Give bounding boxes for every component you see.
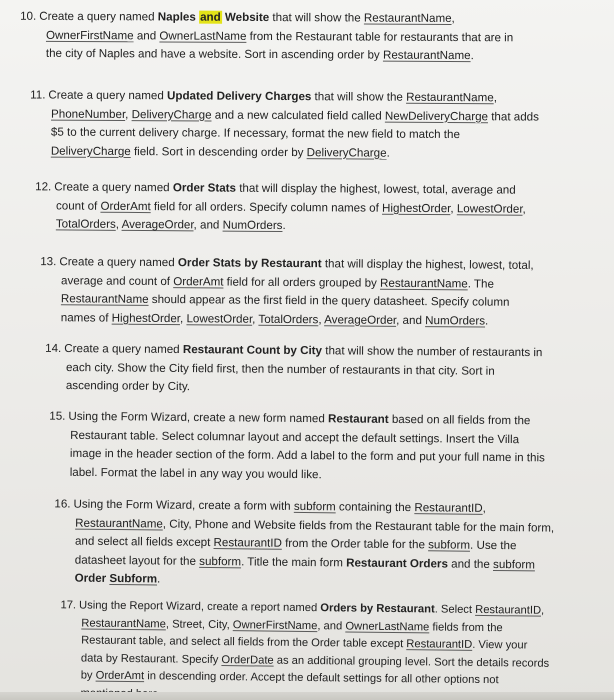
q15-text: label. Format the label in any way you would like.	[69, 465, 322, 481]
q13-text: field for all orders grouped by	[223, 275, 381, 290]
q11-field: DeliveryCharge	[131, 107, 212, 122]
q11-number: 11.	[30, 88, 46, 102]
q13-text: .	[485, 314, 489, 328]
q16-text: Using the Form Wizard, create a form with	[73, 497, 294, 513]
q13-field: HighestOrder	[111, 311, 181, 325]
q17-text: data by Restaurant. Specify	[80, 651, 222, 666]
q11-text: that will show the	[311, 90, 407, 104]
q11-field: PhoneNumber	[51, 107, 126, 121]
page-bottom-edge	[0, 692, 614, 700]
q16-subform-name: Subform	[109, 571, 158, 586]
q13-text: that will display the highest, lowest, total,	[321, 257, 534, 272]
q17-report-name: Orders by Restaurant	[320, 602, 435, 616]
q13-field: OrderAmt	[173, 274, 224, 289]
q17-field: OwnerLastName	[345, 619, 430, 633]
q17-text: . Select	[434, 603, 476, 616]
q16-term: subform	[293, 499, 336, 514]
q13-field: AverageOrder	[324, 312, 397, 327]
q16-field: RestaurantName	[75, 516, 163, 531]
q11-text: Create a query named	[48, 88, 168, 103]
q11-query-name: Updated Delivery Charges	[166, 89, 312, 104]
q16-term: subform	[199, 554, 242, 568]
q10-text: and	[133, 28, 160, 42]
q11-field: RestaurantName	[406, 90, 494, 105]
q15-text: based on all fields from the	[388, 412, 531, 428]
q15-number: 15.	[49, 409, 66, 423]
q10-text: Create a query named	[39, 9, 158, 24]
q13-text: Create a query named	[59, 255, 178, 270]
q17-field: OwnerFirstName	[232, 618, 318, 632]
q12-field: OrderAmt	[100, 199, 151, 213]
q17-text: in descending order. Accept the default settings for all other options not	[144, 670, 499, 687]
q11-text: and a new calculated field called	[211, 108, 385, 123]
q15-text: image in the header section of the form. Add a label to the form and put your full name in this	[69, 446, 545, 465]
q11-text: ,	[125, 107, 132, 121]
q13-field: NumOrders	[425, 313, 486, 328]
q16-text: . Title the main form	[241, 554, 347, 569]
q13-text: ,	[179, 311, 187, 325]
q10-field: OwnerLastName	[159, 28, 247, 43]
q12-field: TotalOrders	[55, 217, 116, 231]
q12-field: NumOrders	[222, 218, 283, 233]
q16-text: ,	[482, 501, 487, 515]
q15-text: Using the Form Wizard, create a new form named	[68, 409, 329, 426]
q13-query-name: Order Stats by Restaurant	[177, 256, 322, 271]
q17-text: Using the Report Wizard, create a report named	[79, 599, 321, 615]
q16-term: subform	[428, 538, 471, 552]
q11-field: DeliveryCharge	[50, 144, 131, 158]
q10-field: OwnerFirstName	[45, 28, 134, 42]
q17-field: RestaurantID	[475, 603, 542, 617]
q16-text: from the Order table for the	[281, 536, 429, 552]
q12-field: HighestOrder	[382, 201, 451, 215]
q16-text: containing the	[335, 500, 415, 515]
q16-field: RestaurantID	[213, 536, 282, 550]
q14-text: each city. Show the City field first, then the number of restaurants in that city. Sort in	[65, 360, 495, 378]
q16-number: 16.	[54, 497, 71, 511]
q15-form-name: Restaurant	[328, 412, 389, 426]
q13-number: 13.	[40, 255, 57, 269]
q11-line-4	[30, 142, 539, 164]
q10-text: the city of Naples and have a website. Sort in ascending order by	[45, 46, 384, 62]
q12-text: Create a query named	[54, 180, 173, 195]
q16-text: , City, Phone and Website fields from the Restaurant table for the main form,	[162, 517, 555, 535]
q12-text: field for all orders. Specify column names of	[150, 199, 383, 215]
q13-field: LowestOrder	[186, 311, 253, 326]
q17-text: fields from the	[429, 620, 503, 634]
q12-number: 12.	[35, 180, 52, 194]
q11-text: that adds	[487, 109, 539, 124]
q12-line-3	[35, 215, 526, 237]
q10-field: RestaurantName	[363, 11, 452, 25]
q13-text: should appear as the first field in the query datasheet. Specify column	[148, 292, 510, 309]
q10-text: that will show the	[269, 11, 364, 25]
q11-line-1	[30, 86, 539, 108]
q12-query-name: Order Stats	[172, 181, 237, 195]
q17-field: RestaurantName	[81, 616, 166, 630]
q12-field: LowestOrder	[456, 201, 523, 216]
q14-query-name: Restaurant Count by City	[182, 343, 323, 358]
q16-form-name: Restaurant Orders	[346, 555, 449, 571]
q12-text: ,	[115, 217, 122, 231]
q16-text: and the	[447, 557, 494, 571]
question-15	[49, 408, 546, 487]
q12-field: AverageOrder	[121, 217, 194, 232]
q10-line-3	[20, 45, 513, 66]
q13-text: , and	[396, 313, 426, 327]
q10-query-name: Naples	[157, 10, 196, 24]
q16-text: .	[157, 572, 161, 586]
q11-field: DeliveryCharge	[306, 145, 387, 160]
q16-field: RestaurantID	[414, 501, 483, 515]
q10-text: ,	[451, 11, 455, 25]
q16-subform-name: Order	[74, 571, 110, 585]
q16-text: datasheet layout for the	[74, 553, 200, 568]
q13-line-4	[40, 309, 534, 331]
q12-text: that will display the highest, lowest, total, average and	[235, 181, 516, 197]
q14-number: 14.	[45, 341, 62, 355]
q12-text: ,	[450, 201, 457, 215]
q12-text: count of	[55, 198, 101, 213]
q17-field: OrderDate	[221, 653, 274, 667]
q13-text: ,	[252, 312, 259, 326]
q17-text: as an additional grouping level. Sort the details records	[273, 654, 550, 670]
q17-text: . View your	[472, 638, 528, 652]
q12-text: .	[282, 219, 286, 233]
q11-line-3	[30, 123, 539, 145]
q13-field: TotalOrders	[258, 312, 319, 326]
q17-text: by	[80, 669, 96, 682]
q14-text: ascending order by City.	[65, 379, 191, 394]
q14-text: that will show the number of restaurants in	[321, 344, 543, 360]
q13-field: RestaurantName	[60, 292, 149, 306]
q10-number: 10.	[20, 9, 37, 23]
q13-field: RestaurantName	[380, 276, 468, 290]
q17-number: 17.	[60, 599, 77, 612]
q16-text: . Use the	[469, 538, 517, 553]
q13-text: average and count of	[61, 273, 174, 288]
q11-text: .	[386, 146, 390, 160]
question-11	[30, 86, 539, 163]
q13-text: names of	[60, 310, 112, 325]
q16-text: and select all fields except	[74, 534, 214, 550]
q10-text: .	[470, 49, 474, 63]
q16-term: subform	[493, 557, 536, 571]
q17-text: , and	[317, 619, 346, 632]
q14-text: Create a query named	[64, 341, 183, 357]
question-13	[40, 253, 534, 331]
q11-text: ,	[493, 91, 498, 105]
q10-highlight: and	[200, 10, 221, 24]
question-16	[54, 495, 555, 593]
q12-text: , and	[193, 218, 223, 232]
q11-field: NewDeliveryCharge	[384, 109, 489, 123]
q17-field: RestaurantID	[406, 638, 473, 651]
q10-text: from the Restaurant table for restaurants that are in	[246, 29, 514, 44]
q12-text: ,	[522, 202, 526, 216]
q10-field: RestaurantName	[382, 48, 471, 63]
q13-text: . The	[467, 276, 494, 291]
q15-text: Restaurant table. Select columnar layout and accept the default settings. Insert the Villa	[70, 428, 520, 446]
q10-query-name-2: Website	[224, 10, 270, 25]
q10-line-1	[20, 8, 513, 29]
question-14	[45, 340, 543, 400]
question-17	[59, 597, 549, 700]
q11-text: $5 to the current delivery charge. If necessary, format the new field to match the	[50, 125, 460, 142]
q17-text: Restaurant table, and select all fields from the Order table except	[81, 634, 407, 651]
q17-text: ,	[540, 604, 545, 617]
q17-text: , Street, City,	[165, 617, 233, 631]
q11-text: field. Sort in descending order by	[130, 144, 307, 159]
question-12	[35, 178, 526, 237]
q17-field: OrderAmt	[95, 669, 145, 683]
question-10	[20, 8, 514, 66]
q13-text: ,	[318, 312, 325, 326]
